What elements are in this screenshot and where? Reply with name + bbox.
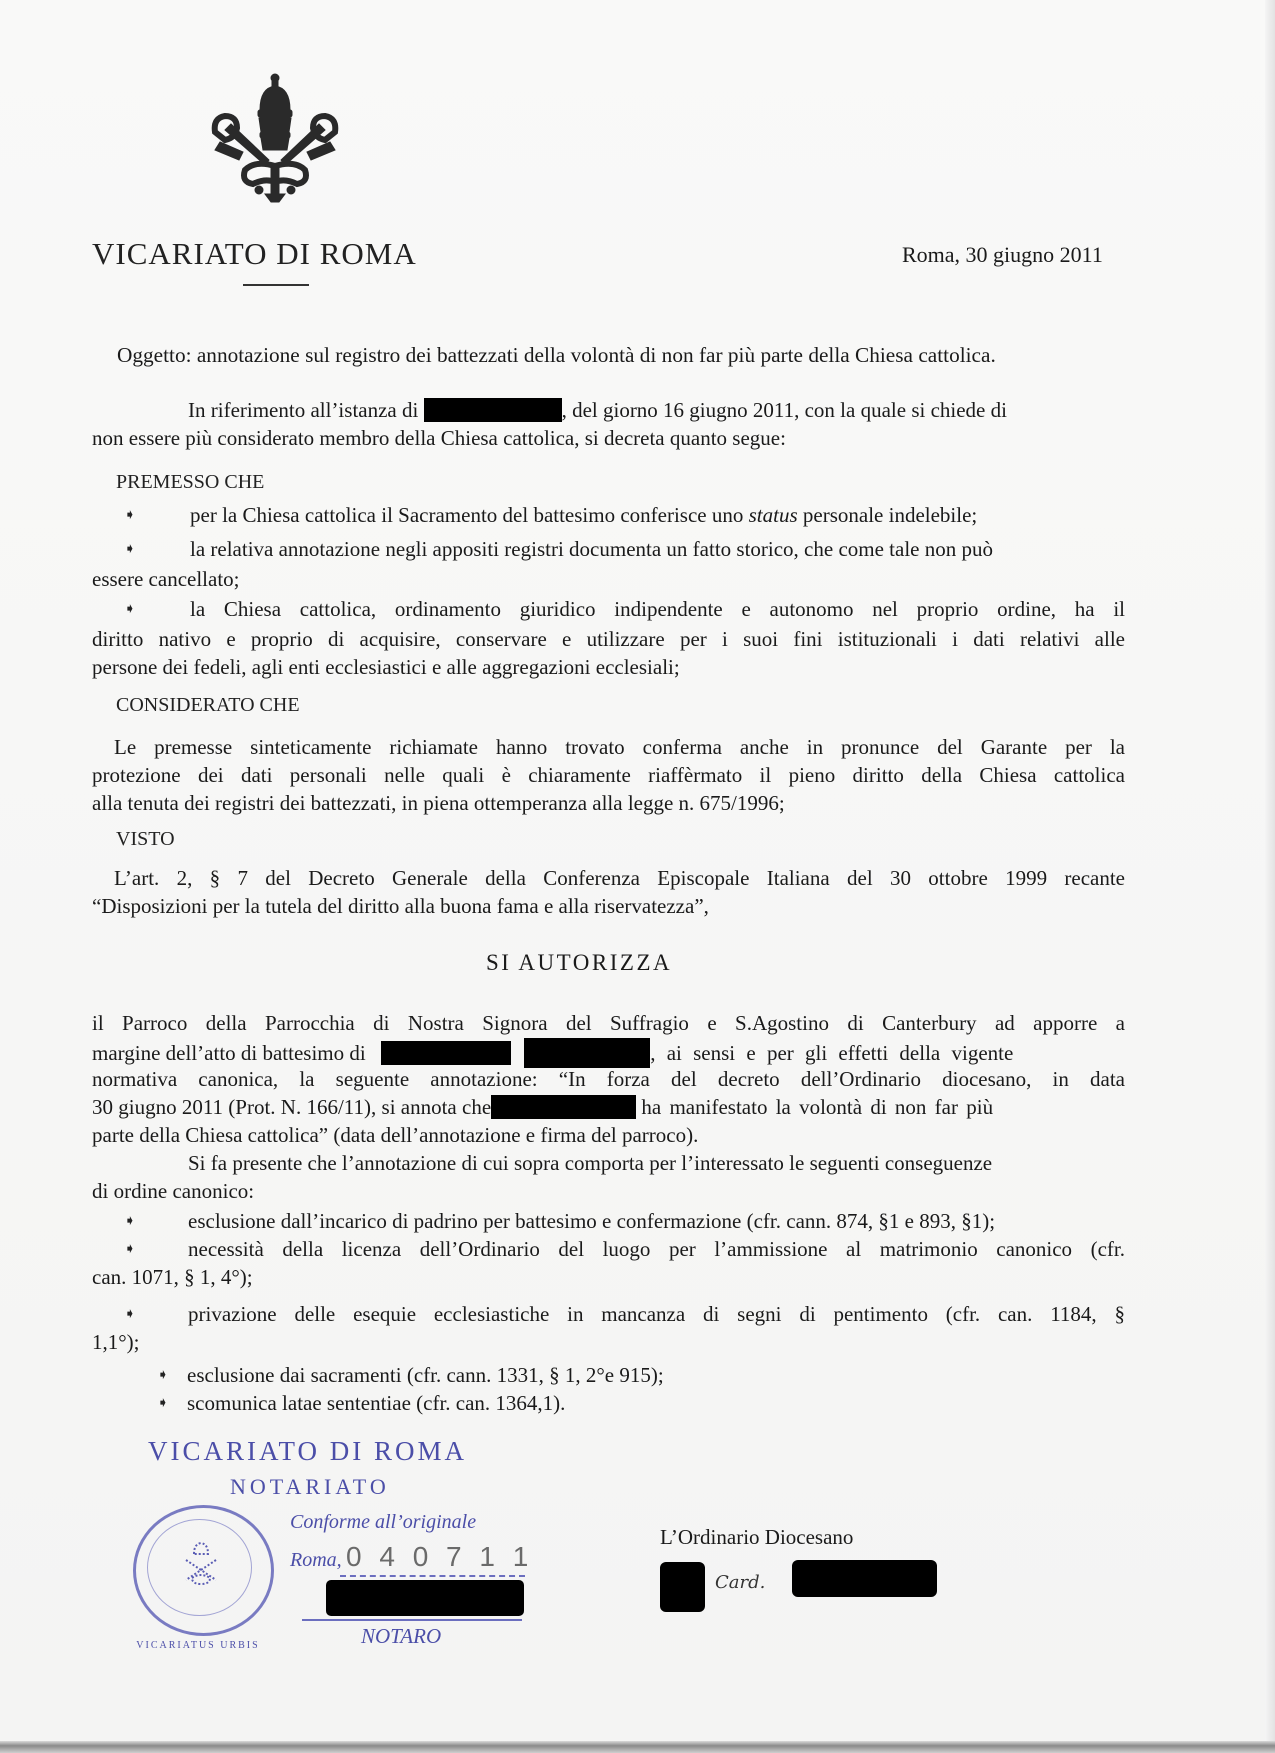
considerato-line-2: protezione dei dati personali nelle quali è chiaramente riaffèrmato il pieno diritto della Chiesa cattolica bbox=[92, 763, 1125, 787]
considerato-heading: CONSIDERATO CHE bbox=[116, 694, 300, 716]
diamond-bullet-icon: ➧ bbox=[124, 508, 136, 523]
consequence-item-4: esclusione dai sacramenti (cfr. cann. 1331, § 1, 2°e 915); bbox=[187, 1363, 664, 1387]
premesso-item-3-line-2: diritto nativo e proprio di acquisire, conservare e utilizzare per i suoi fini istituzionali i dati relativi alle bbox=[92, 627, 1125, 651]
notary-signature-line bbox=[302, 1619, 522, 1621]
consequence-item-1: esclusione dall’incarico di padrino per battesimo e confermazione (cfr. cann. 874, §1 e 893, §1); bbox=[188, 1209, 996, 1233]
intro-line-2: non essere più considerato membro della Chiesa cattolica, si decreta quanto segue: bbox=[92, 426, 786, 450]
premesso-item-3-line-1: la Chiesa cattolica, ordinamento giuridico indipendente e autonomo nel proprio ordine, ha il bbox=[190, 597, 1125, 621]
authorization-line-3: normativa canonica, la seguente annotazione: “In forza del decreto dell’Ordinario diocesano, in data bbox=[92, 1067, 1125, 1091]
intro-line-1 bbox=[188, 397, 1007, 423]
visto-line-2: “Disposizioni per la tutela del diritto alla buona fama e alla riservatezza”, bbox=[92, 894, 709, 918]
considerato-line-1: Le premesse sinteticamente richiamate hanno trovato conferma anche in pronunce del Garante per la bbox=[114, 735, 1125, 759]
stamp-organization: VICARIATO DI ROMA bbox=[148, 1436, 468, 1466]
stamp-notaro: NOTARO bbox=[361, 1624, 442, 1648]
considerato-line-3: alla tenuta dei registri dei battezzati, in piena ottemperanza alla legge n. 675/1996; bbox=[92, 791, 785, 815]
diamond-bullet-icon: ➧ bbox=[124, 602, 136, 617]
redacted-signature-mark bbox=[660, 1562, 705, 1612]
premesso-item-1 bbox=[190, 502, 977, 528]
authorization-line-4-text: 30 giugno 2011 (Prot. N. 166/11), si annota che bbox=[92, 1095, 492, 1119]
authorization-line-2-tail: , ai sensi e per gli effetti della vigente bbox=[650, 1041, 1014, 1065]
authorization-line-4 bbox=[92, 1094, 1125, 1120]
scan-edge-bottom bbox=[0, 1741, 1275, 1753]
premesso-item-3-line-3: persone dei fedeli, agli enti ecclesiastici e alle aggregazioni ecclesiali; bbox=[92, 655, 680, 679]
stamp-conforme: Conforme all’originale bbox=[290, 1511, 477, 1533]
organization-name: VICARIATO DI ROMA bbox=[92, 236, 417, 271]
visto-heading: VISTO bbox=[116, 828, 175, 850]
authorization-line-4-tail: ha manifestato la volontà di non far più bbox=[641, 1095, 994, 1119]
letter-date: Roma, 30 giugno 2011 bbox=[902, 242, 1103, 267]
authorization-heading: SI AUTORIZZA bbox=[486, 950, 673, 975]
premesso-item-2-line-1: la relativa annotazione negli appositi registri documenta un fatto storico, che come tale non può bbox=[190, 537, 993, 561]
consequence-item-2-line-2: can. 1071, § 1, 4°); bbox=[92, 1265, 253, 1289]
scan-edge-right bbox=[1265, 0, 1275, 1753]
redacted-name bbox=[424, 398, 562, 422]
premesso-heading: PREMESSO CHE bbox=[116, 471, 265, 493]
consequence-item-3-line-1: privazione delle esequie ecclesiastiche in mancanza di segni di pentimento (cfr. can. 1184, § bbox=[188, 1302, 1125, 1326]
stamp-notariato: NOTARIATO bbox=[230, 1474, 390, 1499]
letterhead-rule bbox=[243, 284, 309, 286]
authorization-line-5: parte della Chiesa cattolica” (data dell’annotazione e firma del parroco). bbox=[92, 1123, 699, 1147]
authorization-line-7: di ordine canonico: bbox=[92, 1179, 255, 1203]
consequence-item-5: scomunica latae sententiae (cfr. can. 1364,1). bbox=[187, 1391, 566, 1415]
redacted-notary-signature bbox=[326, 1580, 524, 1616]
handwritten-signature: Card. bbox=[715, 1572, 766, 1593]
diamond-bullet-icon: ➧ bbox=[124, 1214, 136, 1229]
premesso-item-1-tail: personale indelebile; bbox=[797, 503, 978, 527]
premesso-item-1-text: per la Chiesa cattolica il Sacramento del battesimo conferisce uno bbox=[190, 503, 749, 527]
seal-emblem-icon bbox=[180, 1540, 222, 1588]
consequence-item-2-line-1: necessità della licenza dell’Ordinario del luogo per l’ammissione al matrimonio canonico (cfr. bbox=[188, 1237, 1125, 1261]
diamond-bullet-icon: ➧ bbox=[124, 1307, 136, 1322]
stamp-date: 0 4 0 7 1 1 bbox=[346, 1541, 534, 1572]
visto-line-1: L’art. 2, § 7 del Decreto Generale della Conferenza Episcopale Italiana del 30 ottobre 1999 recante bbox=[114, 866, 1125, 890]
premesso-item-1-italic: status bbox=[748, 503, 798, 527]
consequence-item-3-line-2: 1,1°); bbox=[92, 1330, 140, 1354]
redacted-name bbox=[491, 1095, 636, 1119]
intro-text-after: , del giorno 16 giugno 2011, con la quale si chiede di bbox=[561, 398, 1007, 422]
stamp-date-underline bbox=[340, 1575, 525, 1577]
authorization-line-2-text: margine dell’atto di battesimo di bbox=[92, 1041, 366, 1065]
seal-text: VICARIATUS URBIS bbox=[136, 1640, 260, 1651]
redacted-signatory-name bbox=[792, 1560, 937, 1597]
stamp-roma-label: Roma, bbox=[290, 1549, 342, 1571]
diamond-bullet-icon: ➧ bbox=[124, 542, 136, 557]
intro-text-before: In riferimento all’istanza di bbox=[188, 398, 419, 422]
authorization-line-2 bbox=[92, 1038, 1125, 1068]
authorization-line-6: Si fa presente che l’annotazione di cui sopra comporta per l’interessato le seguenti conseguenze bbox=[188, 1151, 993, 1175]
signatory-title: L’Ordinario Diocesano bbox=[660, 1525, 854, 1549]
redacted-first-name bbox=[381, 1041, 511, 1065]
premesso-item-2-line-2: essere cancellato; bbox=[92, 567, 240, 591]
papal-emblem-icon bbox=[205, 70, 345, 210]
diamond-bullet-icon: ➧ bbox=[124, 1242, 136, 1257]
diamond-bullet-icon: ➧ bbox=[157, 1396, 169, 1411]
diamond-bullet-icon: ➧ bbox=[157, 1368, 169, 1383]
subject-line: Oggetto: annotazione sul registro dei battezzati della volontà di non far più parte della Chiesa cattolica. bbox=[117, 343, 996, 367]
redacted-surname bbox=[524, 1038, 650, 1068]
authorization-line-1: il Parroco della Parrocchia di Nostra Signora del Suffragio e S.Agostino di Canterbury ad apporre a bbox=[92, 1011, 1125, 1035]
